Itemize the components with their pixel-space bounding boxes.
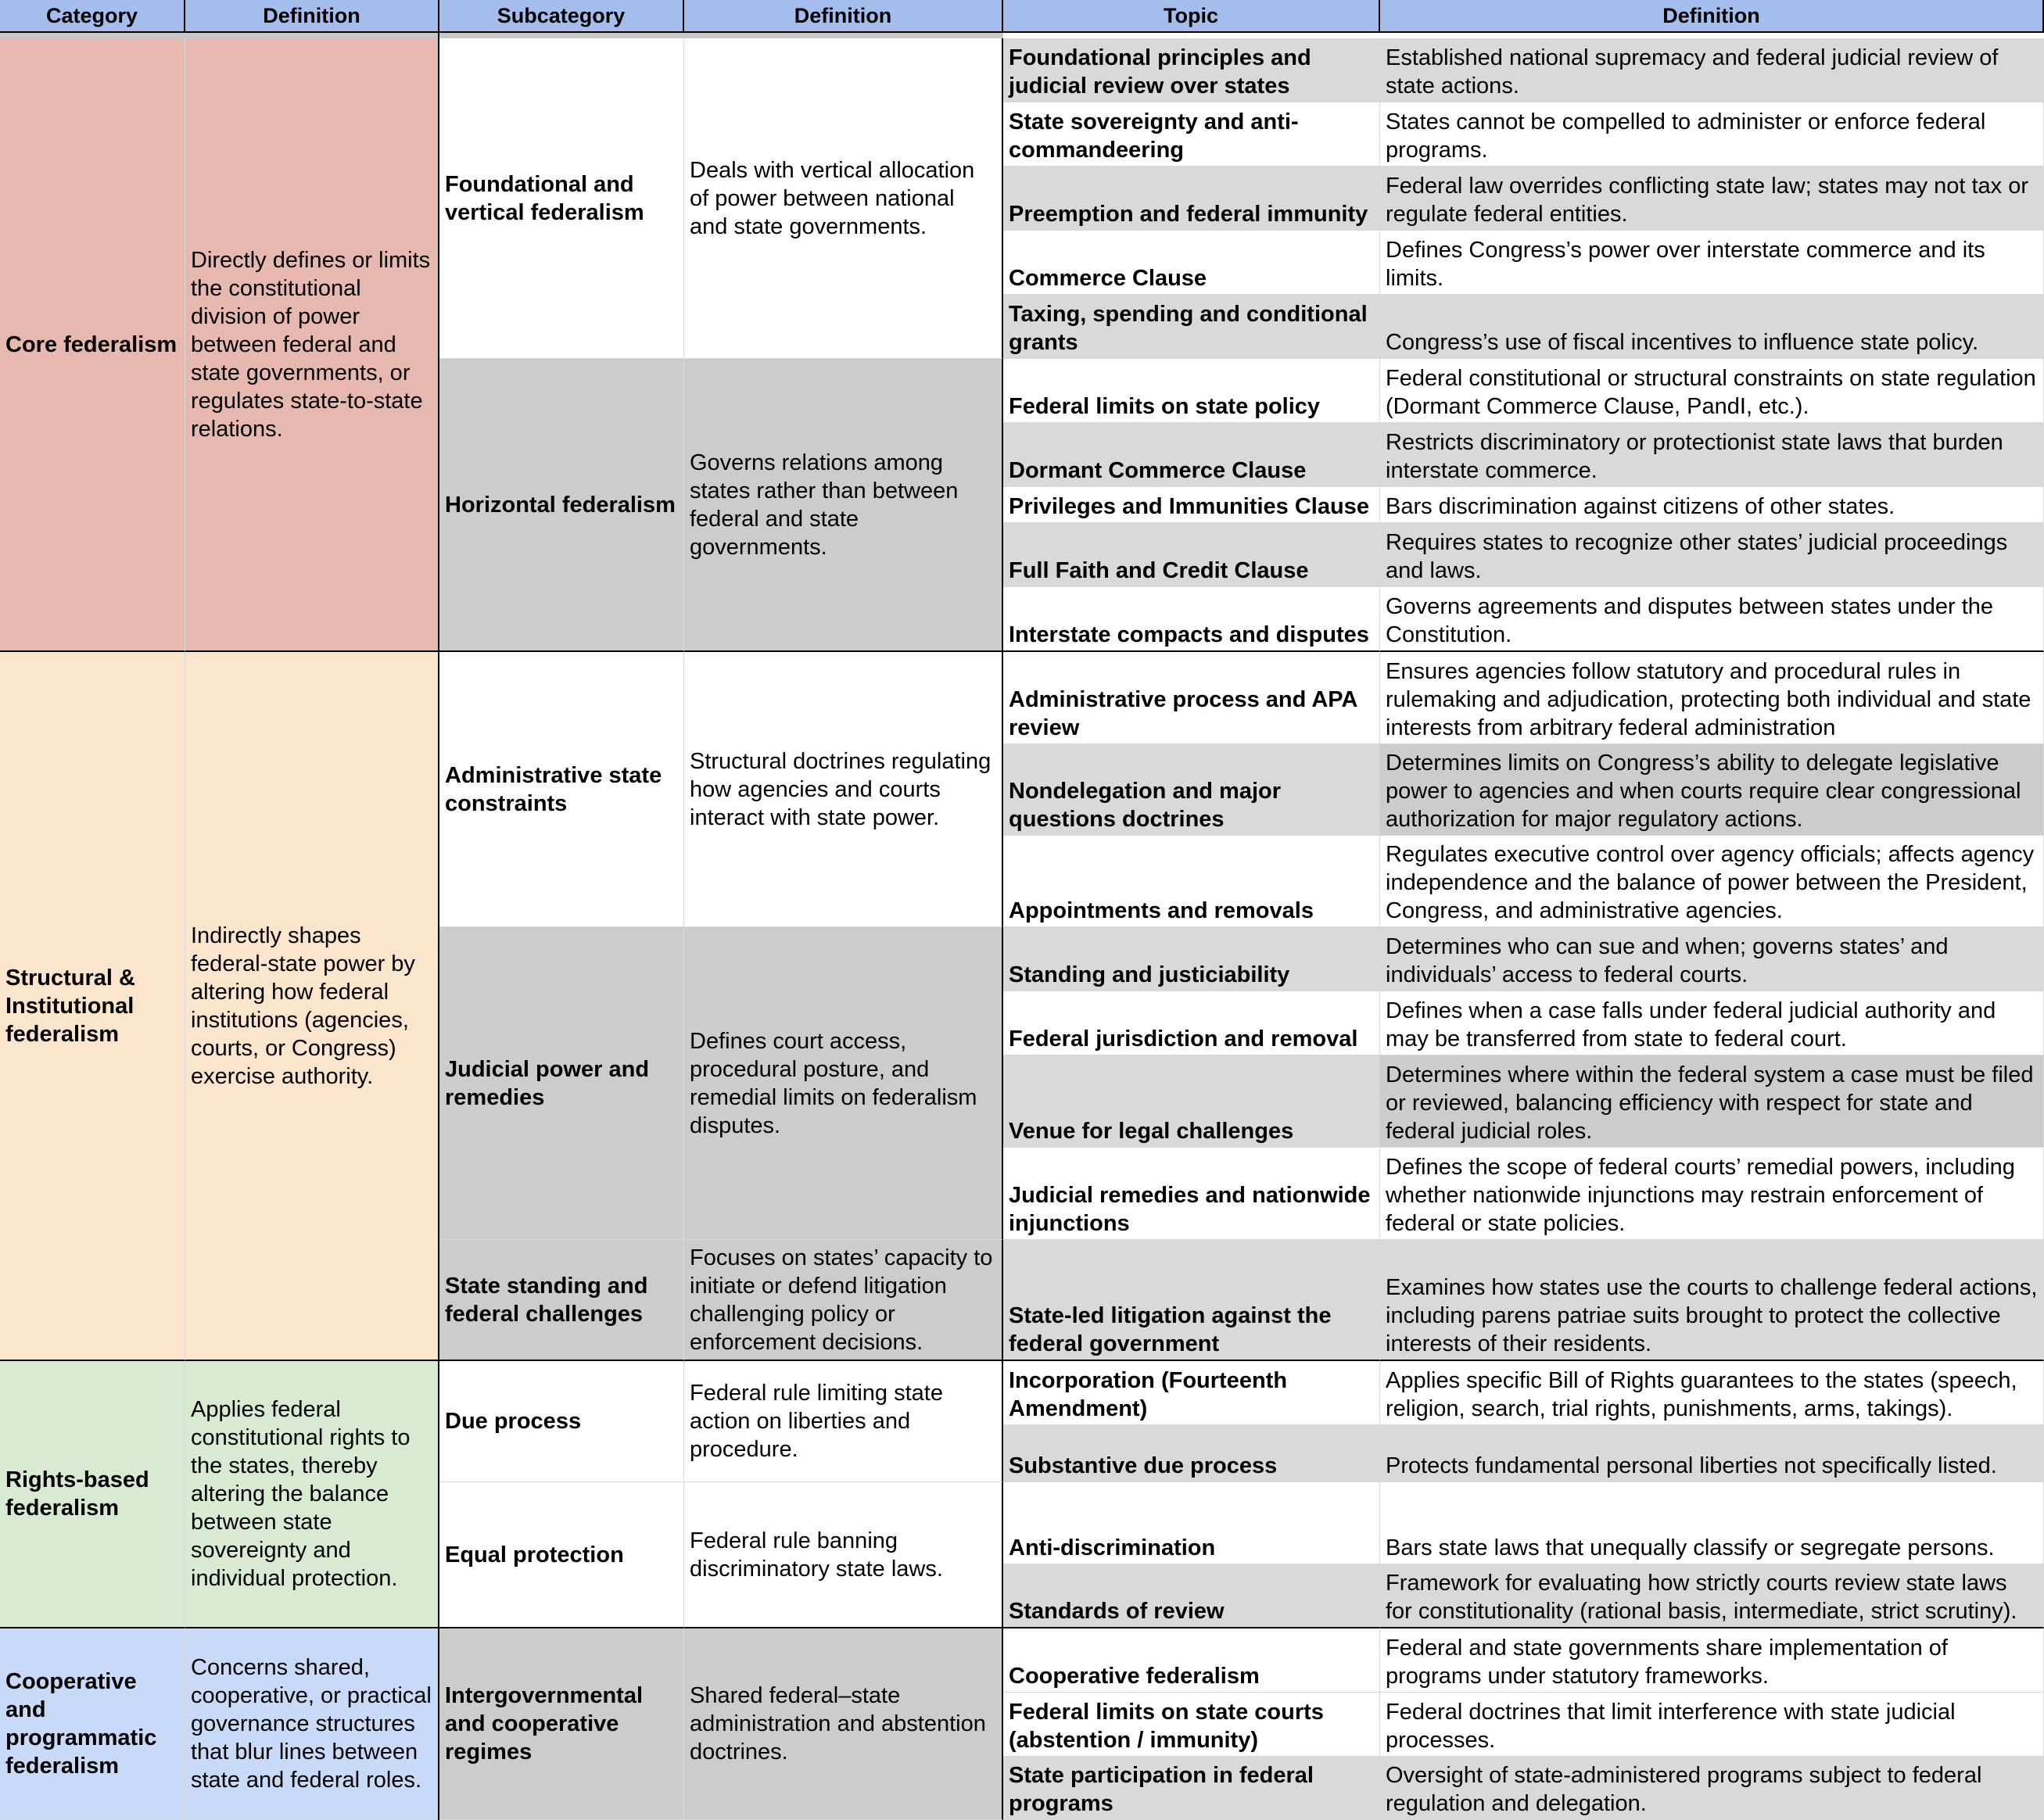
topic-name: Appointments and removals [1003, 836, 1380, 927]
topic-definition: Federal law overrides conflicting state law; states may not tax or regulate federal entities. [1380, 167, 2044, 231]
category-definition: Indirectly shapes federal-state power by altering how federal institutions (agencies, courts, or Congress) exercise authority. [185, 652, 439, 1361]
subcategory-name: Administrative state constraints [439, 652, 684, 927]
subcategory-definition: Governs relations among states rather than between federal and state governments. [684, 359, 1003, 652]
subcategory-definition: Shared federal–state administration and abstention doctrines. [684, 1628, 1003, 1820]
subcategory-definition: Federal rule banning discriminatory state laws. [684, 1482, 1003, 1628]
topic-name: Interstate compacts and disputes [1003, 587, 1380, 652]
topic-name: Venue for legal challenges [1003, 1055, 1380, 1148]
category-name: Core federalism [0, 38, 185, 652]
topic-name: State sovereignty and anti-commandeering [1003, 102, 1380, 167]
topic-definition: Protects fundamental personal liberties not specifically listed. [1380, 1425, 2044, 1482]
topic-name: Incorporation (Fourteenth Amendment) [1003, 1361, 1380, 1425]
topic-definition: Determines where within the federal system a case must be filed or reviewed, balancing efficiency with respect for state and federal judicial roles. [1380, 1055, 2044, 1148]
subcategory-definition: Focuses on states’ capacity to initiate or defend litigation challenging policy or enforcement decisions. [684, 1240, 1003, 1361]
topic-definition: Examines how states use the courts to challenge federal actions, including parens patriae suits brought to protect the collective interests of their residents. [1380, 1240, 2044, 1361]
subcategory-column-rule [438, 33, 439, 1820]
topic-name: Federal jurisdiction and removal [1003, 991, 1380, 1055]
header-category-definition: Definition [185, 0, 439, 33]
topic-definition: Federal constitutional or structural constraints on state regulation (Dormant Commerce Clause, PandI, etc.). [1380, 359, 2044, 423]
topic-name: Judicial remedies and nationwide injunctions [1003, 1148, 1380, 1240]
topic-name: Privileges and Immunities Clause [1003, 487, 1380, 523]
topic-definition: Ensures agencies follow statutory and procedural rules in rulemaking and adjudication, protecting both individual and state interests from arbitrary federal administration [1380, 652, 2044, 744]
topic-name: Preemption and federal immunity [1003, 167, 1380, 231]
topic-definition: Established national supremacy and federal judicial review of state actions. [1380, 38, 2044, 102]
header-subcategory: Subcategory [439, 0, 684, 33]
subcategory-name: Due process [439, 1361, 684, 1482]
subcategory-name: Horizontal federalism [439, 359, 684, 652]
topic-name: Commerce Clause [1003, 231, 1380, 295]
topic-name: Administrative process and APA review [1003, 652, 1380, 744]
topic-name: Federal limits on state policy [1003, 359, 1380, 423]
subcategory-definition: Defines court access, procedural posture, and remedial limits on federalism disputes. [684, 927, 1003, 1240]
topic-name: Federal limits on state courts (abstention / immunity) [1003, 1693, 1380, 1757]
topic-definition: Governs agreements and disputes between states under the Constitution. [1380, 587, 2044, 652]
topic-definition: Framework for evaluating how strictly courts review state laws for constitutionality (rational basis, intermediate, strict scrutiny). [1380, 1564, 2044, 1628]
topic-name: Anti-discrimination [1003, 1482, 1380, 1564]
topic-name: Substantive due process [1003, 1425, 1380, 1482]
topic-definition: Defines when a case falls under federal judicial authority and may be transferred from state to federal court. [1380, 991, 2044, 1055]
topic-name: Taxing, spending and conditional grants [1003, 295, 1380, 359]
subcategory-definition: Deals with vertical allocation of power between national and state governments. [684, 38, 1003, 359]
topic-definition: Restricts discriminatory or protectionist state laws that burden interstate commerce. [1380, 423, 2044, 487]
category-name: Rights-based federalism [0, 1361, 185, 1628]
topic-definition: Federal and state governments share implementation of programs under statutory frameworks. [1380, 1628, 2044, 1693]
topic-name: Cooperative federalism [1003, 1628, 1380, 1693]
topic-name: Full Faith and Credit Clause [1003, 523, 1380, 587]
topic-definition: Regulates executive control over agency officials; affects agency independence and the balance of power between the President, Congress, and administrative agencies. [1380, 836, 2044, 927]
topic-definition: Defines Congress’s power over interstate commerce and its limits. [1380, 231, 2044, 295]
subcategory-name: Intergovernmental and cooperative regimes [439, 1628, 684, 1820]
subcategory-name: Equal protection [439, 1482, 684, 1628]
category-definition: Applies federal constitutional rights to the states, thereby altering the balance between state sovereignty and individual protection. [185, 1361, 439, 1628]
topic-definition: Defines the scope of federal courts’ remedial powers, including whether nationwide injunctions may restrain enforcement of federal or state policies. [1380, 1148, 2044, 1240]
topic-definition: States cannot be compelled to administer or enforce federal programs. [1380, 102, 2044, 167]
category-definition: Concerns shared, cooperative, or practical governance structures that blur lines between state and federal roles. [185, 1628, 439, 1820]
topic-name: Standing and justiciability [1003, 927, 1380, 991]
topic-definition: Determines who can sue and when; governs states’ and individuals’ access to federal courts. [1380, 927, 2044, 991]
topic-definition: Determines limits on Congress’s ability to delegate legislative power to agencies and when courts require clear congressional authorization for major regulatory actions. [1380, 744, 2044, 836]
topic-name: Nondelegation and major questions doctrines [1003, 744, 1380, 836]
subcategory-definition: Structural doctrines regulating how agencies and courts interact with state power. [684, 652, 1003, 927]
topic-definition: Federal doctrines that limit interference with state judicial processes. [1380, 1693, 2044, 1757]
topic-definition: Bars state laws that unequally classify or segregate persons. [1380, 1482, 2044, 1564]
topic-name: Standards of review [1003, 1564, 1380, 1628]
header-category: Category [0, 0, 185, 33]
topic-definition: Oversight of state-administered programs subject to federal regulation and delegation. [1380, 1757, 2044, 1820]
header-topic-definition: Definition [1380, 0, 2044, 33]
topic-name: State-led litigation against the federal government [1003, 1240, 1380, 1361]
topic-name: Dormant Commerce Clause [1003, 423, 1380, 487]
header-subcategory-definition: Definition [684, 0, 1003, 33]
topic-definition: Congress’s use of fiscal incentives to influence state policy. [1380, 295, 2044, 359]
topic-definition: Bars discrimination against citizens of other states. [1380, 487, 2044, 523]
category-name: Structural & Institutional federalism [0, 652, 185, 1361]
topic-definition: Applies specific Bill of Rights guarantees to the states (speech, religion, search, trial rights, punishments, arms, takings). [1380, 1361, 2044, 1425]
subcategory-name: Foundational and vertical federalism [439, 38, 684, 359]
subcategory-name: Judicial power and remedies [439, 927, 684, 1240]
subcategory-name: State standing and federal challenges [439, 1240, 684, 1361]
header-topic: Topic [1003, 0, 1380, 33]
subcategory-definition: Federal rule limiting state action on liberties and procedure. [684, 1361, 1003, 1482]
header-separator [0, 33, 1003, 38]
topic-name: State participation in federal programs [1003, 1757, 1380, 1820]
topic-definition: Requires states to recognize other states’ judicial proceedings and laws. [1380, 523, 2044, 587]
category-name: Cooperative and programmatic federalism [0, 1628, 185, 1820]
topic-name: Foundational principles and judicial review over states [1003, 38, 1380, 102]
category-definition: Directly defines or limits the constitutional division of power between federal and state governments, or regulates state-to-state relations. [185, 38, 439, 652]
